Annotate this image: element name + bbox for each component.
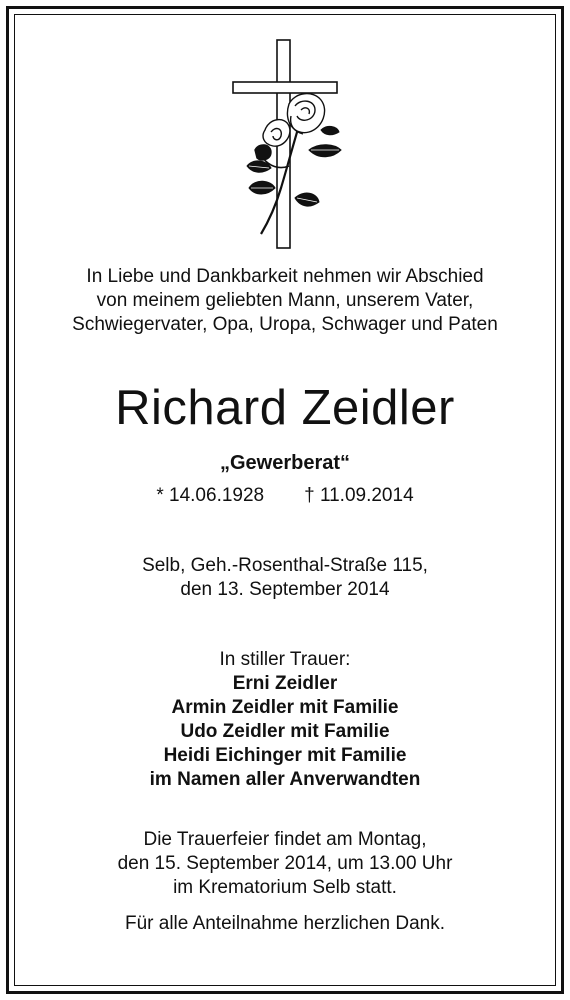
- deceased-title: „Gewerberat“: [219, 452, 351, 474]
- birth-date: * 14.06.1928: [156, 485, 265, 506]
- mourner-name: Udo Zeidler mit Familie: [180, 721, 390, 742]
- thanks-line: Für alle Anteilnahme herzlichen Dank.: [124, 913, 445, 934]
- mourner-name: im Namen aller Anverwandten: [149, 769, 421, 790]
- service-line-1: Die Trauerfeier findet am Montag,: [143, 829, 427, 850]
- intro-text: [0, 265, 570, 337]
- mourner-name: Erni Zeidler: [232, 673, 338, 694]
- mourner-name: Heidi Eichinger mit Familie: [163, 745, 407, 766]
- mourners-list: [0, 672, 570, 792]
- cross-with-rose-icon: [225, 38, 345, 250]
- death-date: † 11.09.2014: [304, 485, 414, 506]
- place-and-date: [0, 554, 570, 602]
- place-line-2: den 13. September 2014: [180, 579, 390, 600]
- intro-line-1: In Liebe und Dankbarkeit nehmen wir Abschied: [86, 266, 484, 287]
- life-dates: [0, 484, 570, 508]
- service-info: [0, 828, 570, 900]
- service-line-3: im Krematorium Selb statt.: [173, 877, 397, 898]
- service-line-2: den 15. September 2014, um 13.00 Uhr: [117, 853, 453, 874]
- intro-line-2: von meinem geliebten Mann, unserem Vater,: [96, 290, 474, 311]
- place-line-1: Selb, Geh.-Rosenthal-Straße 115,: [142, 555, 428, 576]
- intro-line-3: Schwiegervater, Opa, Uropa, Schwager und Paten: [72, 314, 498, 335]
- mourner-name: Armin Zeidler mit Familie: [171, 697, 399, 718]
- deceased-name: Richard Zeidler: [115, 381, 455, 435]
- mourners-heading: In stiller Trauer:: [219, 649, 351, 670]
